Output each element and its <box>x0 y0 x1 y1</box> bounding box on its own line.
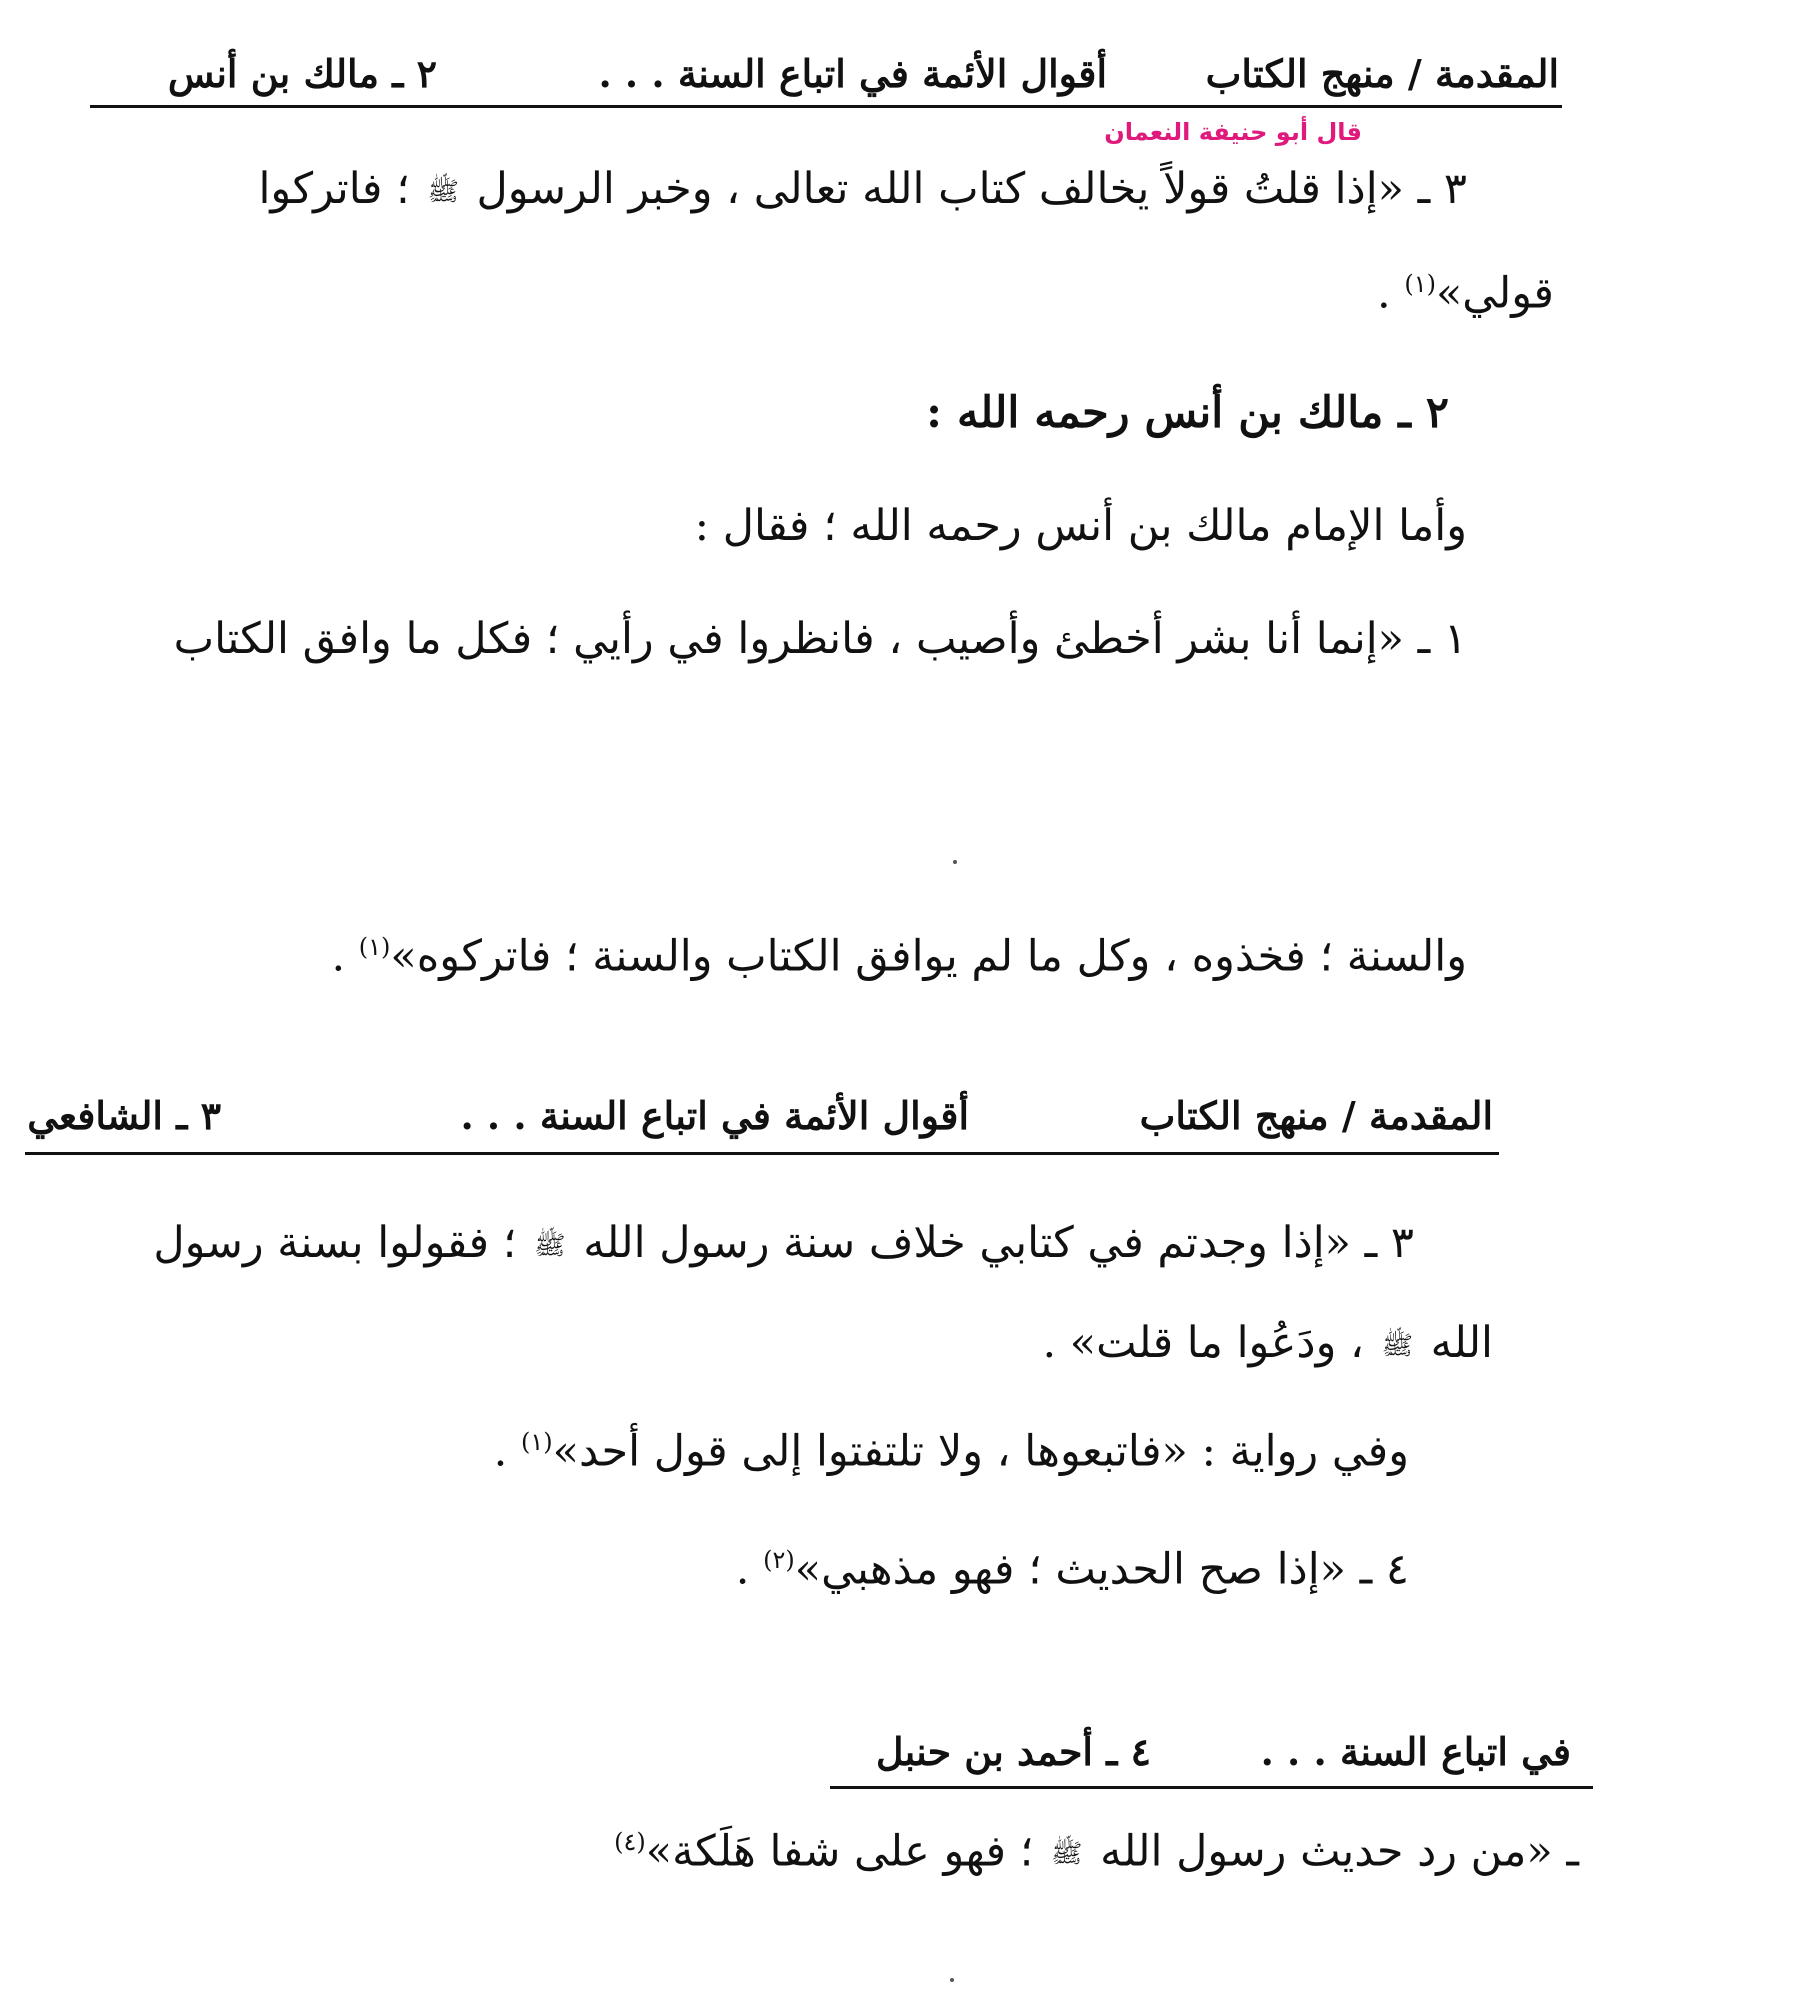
page1-quote3-line1-end: ؛ فاتركوا <box>258 164 410 214</box>
scan-speck <box>953 860 957 864</box>
page1-quote3-line1-text: ٣ ـ «إذا قلتُ قولاً يخالف كتاب الله تعالى ، وخبر الرسول <box>476 164 1467 214</box>
malik-quote1-line2-text: والسنة ؛ فخذوه ، وكل ما لم يوافق الكتاب والسنة ؛ فاتركوه» <box>390 931 1467 982</box>
page3-header-rule <box>830 1786 1593 1789</box>
shafii-quote3-line2-a: الله <box>1430 1318 1493 1368</box>
page1-quote3-line2-text: قولي» <box>1435 268 1554 319</box>
malik-intro: وأما الإمام مالك بن أنس رحمه الله ؛ فقال : <box>694 501 1467 551</box>
shafii-quote3-line1-a: ٣ ـ «إذا وجدتم في كتابي خلاف سنة رسول الله <box>583 1218 1414 1268</box>
ahmad-quote-b: ؛ فهو على شفا هَلَكة» <box>645 1826 1034 1877</box>
page1-header-left: ٢ ـ مالك بن أنس <box>167 51 437 96</box>
shafii-quote3-line1 <box>153 1218 1414 1268</box>
ahmad-quote <box>614 1826 1579 1877</box>
shafii-riwaya-end: . <box>493 1426 508 1477</box>
page1-header-middle: أقوال الأئمة في اتباع السنة . . . <box>598 51 1107 96</box>
page1-header-rule <box>90 105 1562 108</box>
page2-header-right: المقدمة / منهج الكتاب <box>1139 1093 1493 1138</box>
page1-header-right: المقدمة / منهج الكتاب <box>1205 51 1559 96</box>
page3-header-right: في اتباع السنة . . . <box>1260 1729 1571 1774</box>
page3-header-left: ٤ ـ أحمد بن حنبل <box>875 1729 1151 1774</box>
shafii-quote4-end: . <box>735 1544 750 1595</box>
shafii-quote4 <box>735 1544 1409 1595</box>
salutation-icon: ﷺ <box>534 1231 566 1261</box>
footnote-marker: (٤) <box>614 1828 646 1856</box>
shafii-quote3-line2-b: ، ودَعُوا ما قلت» . <box>1042 1318 1364 1368</box>
salutation-icon: ﷺ <box>1051 1839 1083 1870</box>
salutation-icon: ﷺ <box>1381 1331 1413 1361</box>
shafii-quote3-line2 <box>1042 1318 1493 1368</box>
shafii-riwaya-text: وفي رواية : «فاتبعوها ، ولا تلتفتوا إلى قول أحد» <box>552 1426 1409 1477</box>
malik-quote1-line2 <box>331 931 1467 982</box>
section-title-malik: ٢ ـ مالك بن أنس رحمه الله : <box>926 388 1449 438</box>
shafii-riwaya <box>493 1426 1409 1477</box>
footnote-marker: (١) <box>358 933 391 961</box>
footnote-marker: (٢) <box>763 1546 795 1574</box>
shafii-quote4-text: ٤ ـ «إذا صح الحديث ؛ فهو مذهبي» <box>794 1544 1409 1595</box>
page2-header-rule <box>25 1152 1499 1155</box>
footnote-marker: (١) <box>1404 270 1436 298</box>
malik-quote1-line2-end: . <box>331 931 346 982</box>
ahmad-quote-a: ـ «من رد حديث رسول الله <box>1100 1826 1579 1877</box>
page1-quote3-line1 <box>258 164 1467 214</box>
page1-quote3-line2-end: . <box>1376 268 1391 319</box>
salutation-icon: ﷺ <box>427 177 459 207</box>
footnote-marker: (١) <box>521 1428 553 1456</box>
scan-speck <box>950 1978 954 1982</box>
malik-quote1-line1: ١ ـ «إنما أنا بشر أخطئ وأصيب ، فانظروا في رأيي ؛ فكل ما وافق الكتاب <box>173 614 1467 664</box>
page2-header-left: ٣ ـ الشافعي <box>27 1093 221 1138</box>
pink-annotation: قال أبو حنيفة النعمان <box>1104 118 1362 146</box>
shafii-quote3-line1-b: ؛ فقولوا بسنة رسول <box>153 1218 517 1268</box>
page1-quote3-line2 <box>1376 268 1554 319</box>
page2-header-middle: أقوال الأئمة في اتباع السنة . . . <box>460 1093 969 1138</box>
